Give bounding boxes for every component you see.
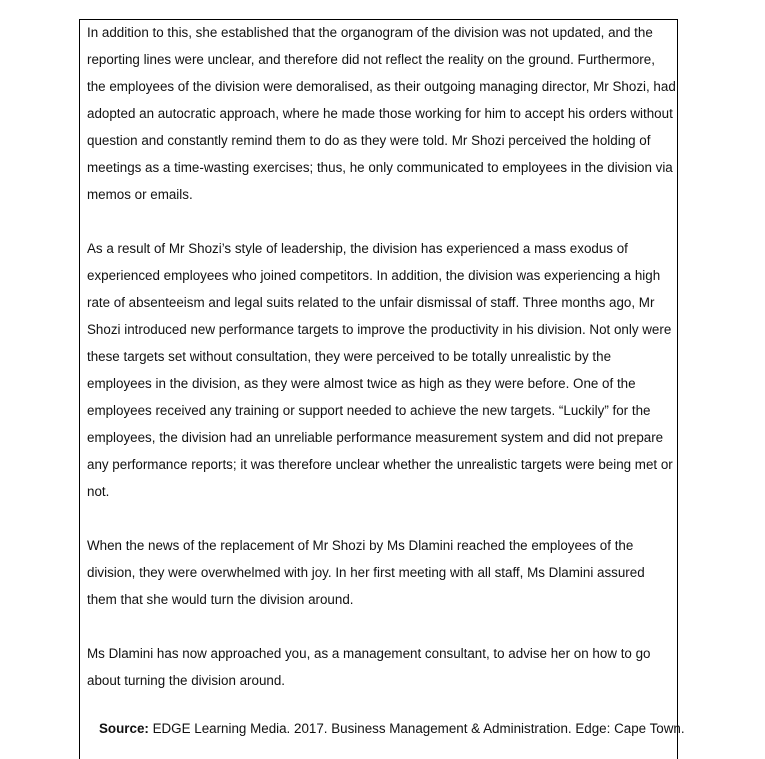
document-body xyxy=(87,19,677,694)
paragraph-consultant-request: Ms Dlamini has now approached you, as a management consultant, to advise her on how to go about turning the division around. xyxy=(87,646,651,688)
source-text: EDGE Learning Media. 2017. Business Management & Administration. Edge: Cape Town. xyxy=(148,721,685,736)
paragraph-leadership-style: As a result of Mr Shozi’s style of leadership, the division has experienced a mass exodus of experienced employees who joined competitors. In addition, the division was experiencing a high rate of absenteeism and legal suits related to the unfair dismissal of staff. Three months ago, Mr Shozi introduced new performance targets to improve the productivity in his division. Not only were these targets set without consultation, they were perceived to be totally unrealistic by the employees in the division, as they were almost twice as high as they were before. One of the employees received any training or support needed to achieve the new targets. “Luckily” for the employees, the division had an unreliable performance measurement system and did not prepare any performance reports; it was therefore unclear whether the unrealistic targets were being met or not. xyxy=(87,241,673,499)
source-citation xyxy=(99,715,685,742)
paragraph-organogram: In addition to this, she established that the organogram of the division was not updated, and the reporting lines were unclear, and therefore did not reflect the reality on the ground. Furthermore, the employees of the division were demoralised, as their outgoing managing director, Mr Shozi, had adopted an autocratic approach, where he made those working for him to accept his orders without question and constantly remind them to do as they were told. Mr Shozi perceived the holding of meetings as a time-wasting exercises; thus, he only communicated to employees in the division via memos or emails. xyxy=(87,25,676,202)
paragraph-replacement-news: When the news of the replacement of Mr Shozi by Ms Dlamini reached the employees of the division, they were overwhelmed with joy. In her first meeting with all staff, Ms Dlamini assured them that she would turn the division around. xyxy=(87,538,645,607)
source-label: Source: xyxy=(99,721,149,736)
